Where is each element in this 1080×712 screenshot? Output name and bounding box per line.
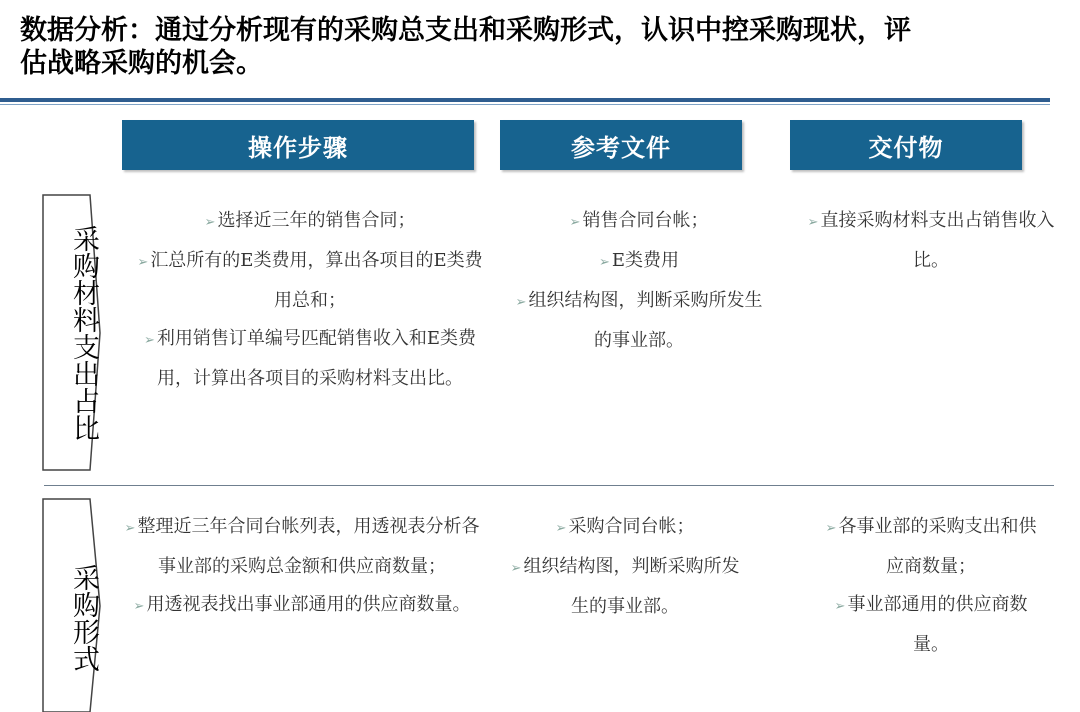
title-underline-thick <box>0 98 1050 102</box>
header-references: 参考文件 <box>500 120 742 170</box>
arrow-bullet-icon: ➢ <box>137 255 149 270</box>
header-steps: 操作步骤 <box>122 120 474 170</box>
list-item: ➢ 直接采购材料支出占销售收入比。 <box>807 210 1055 271</box>
cell-references-row1 <box>508 202 770 360</box>
row-label-procurement-form <box>42 498 104 709</box>
list-item: ➢ E类费用 <box>598 250 680 271</box>
arrow-bullet-icon: ➢ <box>143 333 155 348</box>
list-item: ➢ 整理近三年合同台帐列表，用透视表分析各事业部的采购总金额和供应商数量； <box>124 516 480 577</box>
arrow-bullet-icon: ➢ <box>807 215 819 230</box>
row-label-material-spend <box>42 194 104 472</box>
list-item: ➢ 事业部通用的供应商数量。 <box>834 594 1028 655</box>
list-item: ➢ 组织结构图，判断采购所发生的事业部。 <box>510 556 740 617</box>
arrow-bullet-icon: ➢ <box>133 599 145 614</box>
arrow-bullet-icon: ➢ <box>834 599 846 614</box>
arrow-bullet-icon: ➢ <box>598 255 610 270</box>
list-item: ➢ 汇总所有的E类费用，算出各项目的E类费用总和； <box>137 250 483 311</box>
arrow-bullet-icon: ➢ <box>555 521 567 536</box>
arrow-bullet-icon: ➢ <box>124 521 136 536</box>
list-item: ➢ 选择近三年的销售合同； <box>204 210 416 231</box>
cell-steps-row1 <box>132 202 488 398</box>
cell-deliverables-row2 <box>820 508 1042 664</box>
cell-references-row2 <box>510 508 740 626</box>
list-item: ➢ 各事业部的采购支出和供应商数量； <box>825 516 1037 577</box>
arrow-bullet-icon: ➢ <box>204 215 216 230</box>
row-divider <box>44 485 1054 486</box>
header-deliverables: 交付物 <box>790 120 1022 170</box>
arrow-bullet-icon: ➢ <box>510 561 522 576</box>
list-item: ➢ 用透视表找出事业部通用的供应商数量。 <box>133 594 471 615</box>
cell-steps-row2 <box>124 508 480 626</box>
row-label-text: 采购材料支出占比 <box>68 225 99 441</box>
list-item: ➢ 销售合同台帐； <box>569 210 709 231</box>
cell-deliverables-row1 <box>800 202 1062 280</box>
arrow-bullet-icon: ➢ <box>515 295 527 310</box>
list-item: ➢ 利用销售订单编号匹配销售收入和E类费用，计算出各项目的采购材料支出比。 <box>143 328 477 389</box>
arrow-bullet-icon: ➢ <box>569 215 581 230</box>
page-title: 数据分析：通过分析现有的采购总支出和采购形式，认识中控采购现状，评估战略采购的机会。 <box>20 15 911 79</box>
list-item: ➢ 采购合同台帐； <box>555 516 695 537</box>
row-label-text: 采购形式 <box>68 564 99 672</box>
list-item: ➢ 组织结构图，判断采购所发生的事业部。 <box>515 290 763 351</box>
title-underline-thin <box>0 104 1050 105</box>
arrow-bullet-icon: ➢ <box>825 521 837 536</box>
